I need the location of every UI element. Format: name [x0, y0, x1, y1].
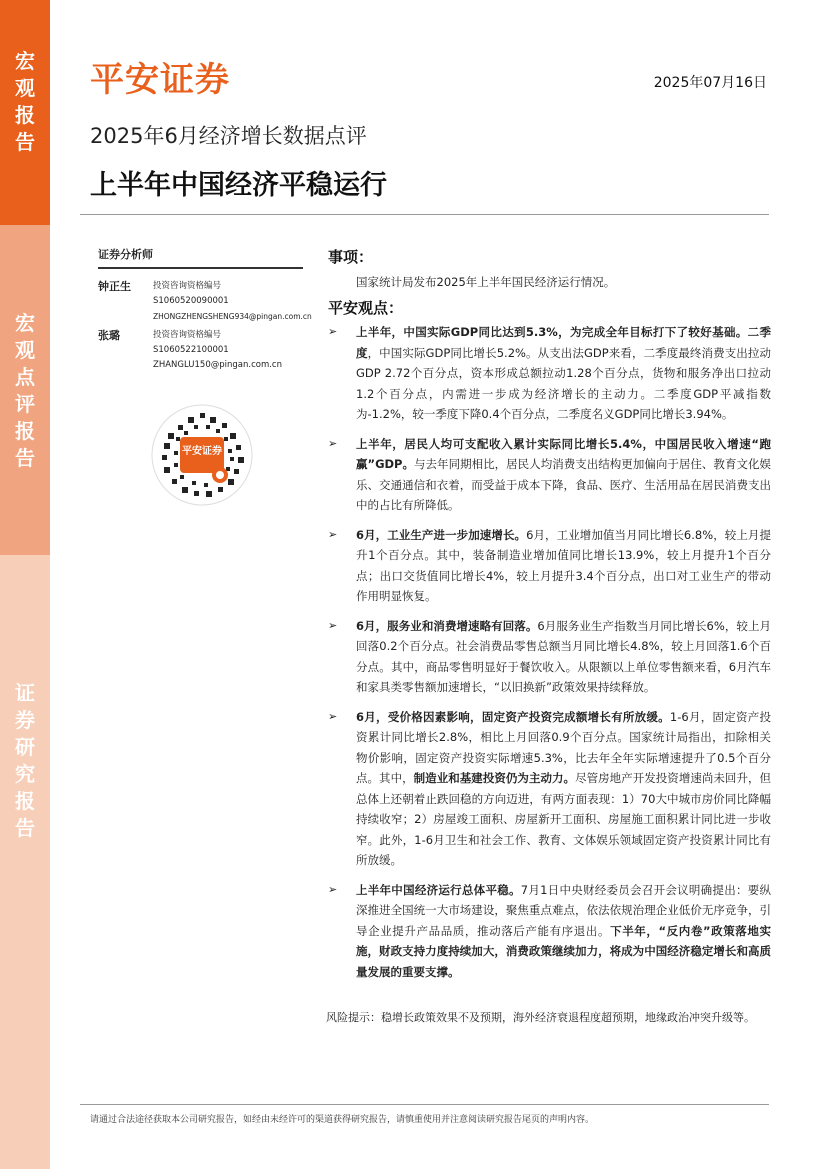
analyst-entry	[98, 328, 303, 373]
bullet-lead: 6月，服务业和消费增速略有回落。	[356, 618, 538, 633]
analyst-cert-label: 投资咨询资格编号	[153, 281, 222, 291]
view-bullet	[328, 322, 771, 425]
bullet-lead: 上半年，中国实际GDP同比达到5.3%，为完成全年目标打下了较好基础。	[356, 325, 748, 339]
sidebar-char: 证	[15, 681, 35, 705]
view-bullet	[328, 880, 771, 983]
bullet-body: 6月服务业生产指数当月同比增长6%，较上月回落0.2个百分点。社会消费品零售总额当月同比增长4.8%，较上月回落1.6个百分点。其中，商品零售明显好于餐饮收入。从限额以上单位零售额来看，6月汽车和家具类零售额加速增长，“以旧换新”政策效果持续释放。	[356, 618, 772, 694]
sidebar-block-macro-comment	[0, 225, 50, 555]
analyst-cert-label: 投资咨询资格编号	[153, 330, 222, 340]
view-bullet	[328, 616, 771, 698]
bullet-lead: 上半年，居民人均可支配收入累计实际同比增长5.4%，中国居民收入增速“跑赢”GDP。	[356, 436, 771, 471]
sidebar-char: 报	[15, 419, 35, 443]
bullet-tail-bold: 下半年，“反内卷”政策落地实施，财政支持力度持续加大，消费政策继续加力，将成为中国经济稳定增长和高质量发展的重要支撑。	[356, 923, 771, 979]
analyst-panel	[98, 246, 312, 373]
bullet-tail-bold: 制造业和基建投资仍为主动力。	[413, 771, 576, 785]
bullet-lead: 上半年中国经济运行总体平稳。	[356, 882, 521, 897]
bullet-body-bold: 二季度	[356, 325, 772, 360]
bullet-body: ，中国实际GDP同比增长5.2%。从支出法GDP来看，二季度最终消费支出拉动GDP 2.72个百分点，资本形成总额拉动1.28个百分点，货物和服务净出口拉动1.2个百分点，内需进一步成为经济增长的主动力。二季度GDP平减指数为-1.2%，较一季度下降0.4个百分点，二季度名义GDP同比增长3.94%。	[356, 345, 771, 421]
analyst-cert-number: S1060522100001	[153, 345, 229, 355]
sidebar-char: 点	[15, 365, 35, 389]
view-bullet	[328, 707, 771, 871]
sidebar-char: 究	[15, 762, 35, 786]
header-divider	[80, 214, 769, 215]
analyst-entry	[98, 279, 312, 324]
sidebar-char: 报	[15, 103, 35, 127]
sidebar-char: 研	[15, 735, 35, 759]
sidebar-char: 宏	[15, 49, 35, 73]
report-subtitle: 2025年6月经济增长数据点评	[90, 124, 367, 148]
bullet-tail: 尽管房地产开发投资增速尚未回升，但总体上还朝着止跌回稳的方向迈进，有两方面表现：1）70大中城市房价同比降幅持续收窄；2）房屋竣工面积、房屋新开工面积、房屋施工面积累计同比进一步收窄。此外，1-6月卫生和社会工作、教育、文体娱乐领域固定资产投资累计同比有所放缓。	[356, 771, 772, 867]
sidebar-block-macro-report	[0, 0, 50, 225]
bullet-arrow-icon: ➢	[328, 709, 338, 723]
bullet-arrow-icon: ➢	[328, 618, 338, 632]
main-content	[328, 246, 771, 991]
qr-code[interactable]	[150, 403, 254, 507]
bullet-body: 7月1日中央财经委员会召开会议明确提出：要纵深推进全国统一大市场建设，聚焦重点难点，依法依规治理企业低价无序竞争，引导企业提升产品品质，推动落后产能有序退出。	[356, 882, 771, 938]
bullet-lead: 6月，工业生产进一步加速增长。	[356, 527, 527, 542]
sidebar-char: 告	[15, 130, 35, 154]
bullet-body: 6月，工业增加值当月同比增长6.8%，较上月提升1个百分点。其中，装备制造业增加值同比增长13.9%，较上月提升1个百分点；出口交货值同比增长4%，较上月提升3.4个百分点，出口对工业生产的带动作用明显恢复。	[356, 527, 772, 603]
view-section-title: 平安观点：	[328, 299, 404, 317]
bullet-arrow-icon: ➢	[328, 436, 338, 450]
view-bullet	[328, 434, 771, 516]
analyst-email[interactable]: ZHONGZHENGSHENG934@pingan.com.cn	[153, 312, 312, 321]
sidebar-block-securities-research	[0, 555, 50, 1169]
view-bullet-list	[328, 322, 771, 982]
sidebar-char: 评	[15, 392, 35, 416]
sidebar-char: 报	[15, 789, 35, 813]
company-logo: 平安证券	[90, 60, 230, 100]
report-date: 2025年07月16日	[653, 75, 767, 91]
analyst-name: 钟正生	[98, 280, 131, 293]
sidebar-char: 告	[15, 816, 35, 840]
analyst-cert-number: S1060520090001	[153, 296, 229, 306]
analyst-name: 张璐	[98, 329, 120, 342]
bullet-body: 1-6月，固定资产投资累计同比增长2.8%，相比上月回落0.9个百分点。国家统计局指出，扣除相关物价影响，固定资产投资实际增速5.3%，比去年全年实际增速提升了0.5个百分点。其中，	[356, 709, 771, 785]
sidebar	[0, 0, 50, 1169]
sidebar-char: 观	[15, 76, 35, 100]
footer-divider	[80, 1104, 769, 1105]
sidebar-char: 券	[15, 708, 35, 732]
qr-logo-text: 平安证券	[182, 446, 222, 457]
analyst-heading: 证券分析师	[98, 246, 303, 269]
bullet-arrow-icon: ➢	[328, 325, 338, 338]
bullet-lead: 6月，受价格因素影响，固定资产投资完成额增长有所放缓。	[356, 709, 670, 724]
sidebar-char: 宏	[15, 311, 35, 335]
bullet-body: 与去年同期相比，居民人均消费支出结构更加偏向于居住、教育文化娱乐、交通通信和衣着，而受益于成本下降，食品、医疗、生活用品在居民消费支出中的占比有所降低。	[356, 457, 771, 512]
analyst-email[interactable]: ZHANGLU150@pingan.com.cn	[153, 360, 282, 370]
bullet-arrow-icon: ➢	[328, 882, 338, 896]
sidebar-char: 告	[15, 446, 35, 470]
report-title: 上半年中国经济平稳运行	[90, 170, 387, 201]
footer-disclaimer: 请通过合法途径获取本公司研究报告，如经由未经许可的渠道获得研究报告，请慎重使用并注意阅读研究报告尾页的声明内容。	[90, 1115, 595, 1125]
sidebar-char: 观	[15, 338, 35, 362]
bullet-arrow-icon: ➢	[328, 527, 338, 541]
event-text: 国家统计局发布2025年上半年国民经济运行情况。	[356, 275, 616, 289]
view-bullet	[328, 525, 771, 607]
risk-warning: 风险提示：稳增长政策效果不及预期，海外经济衰退程度超预期，地缘政治冲突升级等。	[326, 1011, 755, 1024]
event-section-title: 事项：	[328, 248, 374, 266]
